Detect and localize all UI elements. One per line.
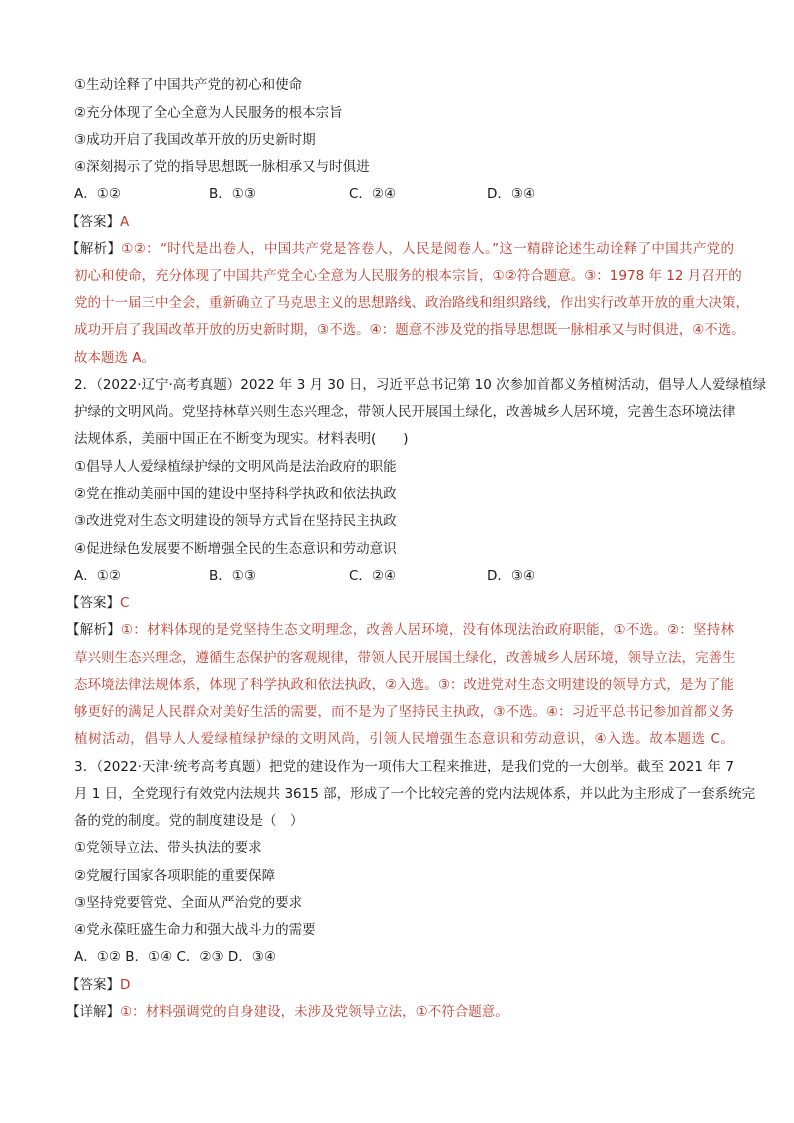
q3-item-4: ④党永葆旺盛生命力和强大战斗力的需要 — [74, 922, 316, 938]
q1-item-4: ④深刻揭示了党的指导思想既一脉相承又与时俱进 — [74, 159, 370, 175]
answer-label: 【答案】 — [66, 977, 120, 993]
q1-item-2: ②充分体现了全心全意为人民服务的根本宗旨 — [74, 105, 343, 121]
answer-label: 【答案】 — [66, 214, 120, 230]
q3-stem-line-2: 月 1 日，全党现行有效党内法规共 3615 部，形成了一个比较完善的党内法规体系，并以此为主形成了一套系统完 — [74, 786, 756, 802]
q2-item-2: ②党在推动美丽中国的建设中坚持科学执政和依法执政 — [74, 486, 397, 502]
q1-analysis-line-2: 初心和使命，充分体现了中国共产党全心全意为人民服务的根本宗旨，①②符合题意。③：1978 年 12 月召开的 — [74, 268, 742, 284]
q3-stem-line-1: 3．（2022·天津·统考高考真题）把党的建设作为一项伟大工程来推进，是我们党的一大创举。截至 2021 年 7 — [74, 759, 734, 775]
q2-analysis-line-2: 草兴则生态兴理念，遵循生态保护的客观规律，带领人民开展国土绿化，改善城乡人居环境，领导立法，完善生 — [74, 650, 736, 666]
q1-option-a: A．①② — [74, 186, 121, 202]
q2-stem-line-3: 法规体系，美丽中国正在不断变为现实。材料表明( ) — [74, 431, 409, 447]
q3-detail-line-1: 【详解】①：材料强调党的自身建设，未涉及党领导立法，①不符合题意。 — [66, 1004, 509, 1020]
q2-option-a: A．①② — [74, 568, 121, 584]
q2-item-1: ①倡导人人爱绿植绿护绿的文明风尚是法治政府的职能 — [74, 459, 397, 475]
q2-analysis-line-4: 够更好的满足人民群众对美好生活的需要，而不是为了坚持民主执政，③不选。④：习近平总书记参加首都义务 — [74, 704, 734, 720]
answer-value: D — [120, 977, 131, 993]
q2-item-3: ③改进党对生态文明建设的领导方式旨在坚持民主执政 — [74, 513, 397, 529]
q2-option-d: D．③④ — [487, 568, 536, 584]
answer-value: C — [120, 595, 130, 611]
detail-label: 【详解】 — [66, 1004, 120, 1020]
q3-answer — [66, 975, 726, 995]
q3-item-1: ①党领导立法、带头执法的要求 — [74, 840, 262, 856]
q1-answer — [66, 212, 726, 232]
q2-stem-line-1: 2．（2022·辽宁·高考真题）2022 年 3 月 30 日，习近平总书记第 10 次参加首都义务植树活动，倡导人人爱绿植绿 — [74, 377, 767, 393]
q1-analysis-line-3: 党的十一届三中全会，重新确立了马克思主义的思想路线、政治路线和组织路线，作出实行改革开放的重大决策， — [74, 295, 749, 311]
q2-analysis-line-3: 态环境法律法规体系，体现了科学执政和依法执政，②入选。③：改进党对生态文明建设的领导方式，是为了能 — [74, 677, 734, 693]
answer-value: A — [120, 214, 130, 230]
q3-item-3: ③坚持党要管党、全面从严治党的要求 — [74, 895, 303, 911]
analysis-label: 【解析】 — [66, 241, 122, 257]
q2-answer — [66, 593, 726, 613]
q3-item-2: ②党履行国家各项职能的重要保障 — [74, 868, 276, 884]
q1-option-c: C．②④ — [349, 186, 397, 202]
analysis-label: 【解析】 — [66, 622, 121, 638]
q1-analysis-line-5: 故本题选 A。 — [74, 350, 156, 366]
q2-item-4: ④促进绿色发展要不断增强全民的生态意识和劳动意识 — [74, 541, 397, 557]
q2-option-c: C．②④ — [349, 568, 397, 584]
q1-item-3: ③成功开启了我国改革开放的历史新时期 — [74, 132, 316, 148]
q2-analysis-line-1: 【解析】①：材料体现的是党坚持生态文明理念，改善人居环境，没有体现法治政府职能，①不选。②：坚持林 — [66, 622, 734, 638]
q2-analysis-line-5: 植树活动，倡导人人爱绿植绿护绿的文明风尚，引领人民增强生态意识和劳动意识，④入选。故本题选 C。 — [74, 731, 734, 747]
q3-options: A．①② B．①④ C．②③ D．③④ — [74, 949, 277, 965]
q1-option-b: B．①③ — [209, 186, 256, 202]
answer-label: 【答案】 — [66, 595, 120, 611]
q3-stem-line-3: 备的党的制度。党的制度建设是（ ） — [74, 813, 304, 829]
q2-option-b: B．①③ — [209, 568, 256, 584]
q1-option-d: D．③④ — [487, 186, 536, 202]
q2-stem-line-2: 护绿的文明风尚。党坚持林草兴则生态兴理念，带领人民开展国土绿化，改善城乡人居环境，完善生态环境法律 — [74, 404, 736, 420]
q1-item-1: ①生动诠释了中国共产党的初心和使命 — [74, 77, 303, 93]
q1-analysis-line-4: 成功开启了我国改革开放的历史新时期，③不选。④：题意不涉及党的指导思想既一脉相承又与时俱进，④不选。 — [74, 322, 745, 338]
q1-analysis-line-1: 【解析】①②：“时代是出卷人，中国共产党是答卷人，人民是阅卷人。”这一精辟论述生动诠释了中国共产党的 — [66, 241, 735, 257]
